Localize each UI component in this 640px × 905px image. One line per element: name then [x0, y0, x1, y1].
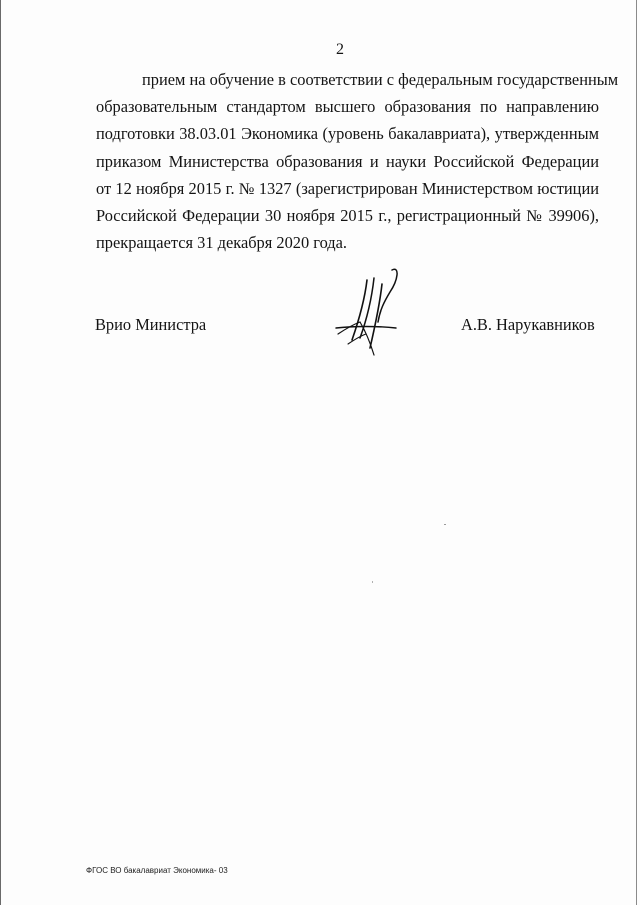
page-number: 2 — [336, 41, 344, 58]
signatory-name: А.В. Нарукавников — [461, 315, 595, 334]
handwritten-signature — [330, 262, 410, 357]
body-paragraph — [96, 66, 619, 256]
paragraph-line: подготовки 38.03.01 Экономика (уровень бакалавриата), утвержденным — [96, 124, 599, 144]
paragraph-line: прием на обучение в соответствии с федеральным государственным — [142, 70, 619, 89]
page-edge-left — [0, 0, 1, 905]
paragraph-line: приказом Министерства образования и науки Российской Федерации — [96, 151, 599, 171]
scan-speck — [444, 524, 446, 525]
paragraph-line: от 12 ноября 2015 г. № 1327 (зарегистрирован Министерством юстиции — [96, 178, 599, 198]
paragraph-line: прекращается 31 декабря 2020 года. — [96, 233, 348, 253]
scan-speck — [372, 581, 373, 583]
signatory-position: Врио Министра — [95, 315, 207, 334]
paragraph-line: образовательным стандартом высшего образования по направлению — [96, 97, 599, 117]
page-edge-right — [636, 0, 637, 905]
document-footer-code: ФГОС ВО бакалавриат Экономика- 03 — [86, 866, 228, 875]
paragraph-line: Российской Федерации 30 ноября 2015 г., регистрационный № 39906), — [96, 205, 599, 225]
